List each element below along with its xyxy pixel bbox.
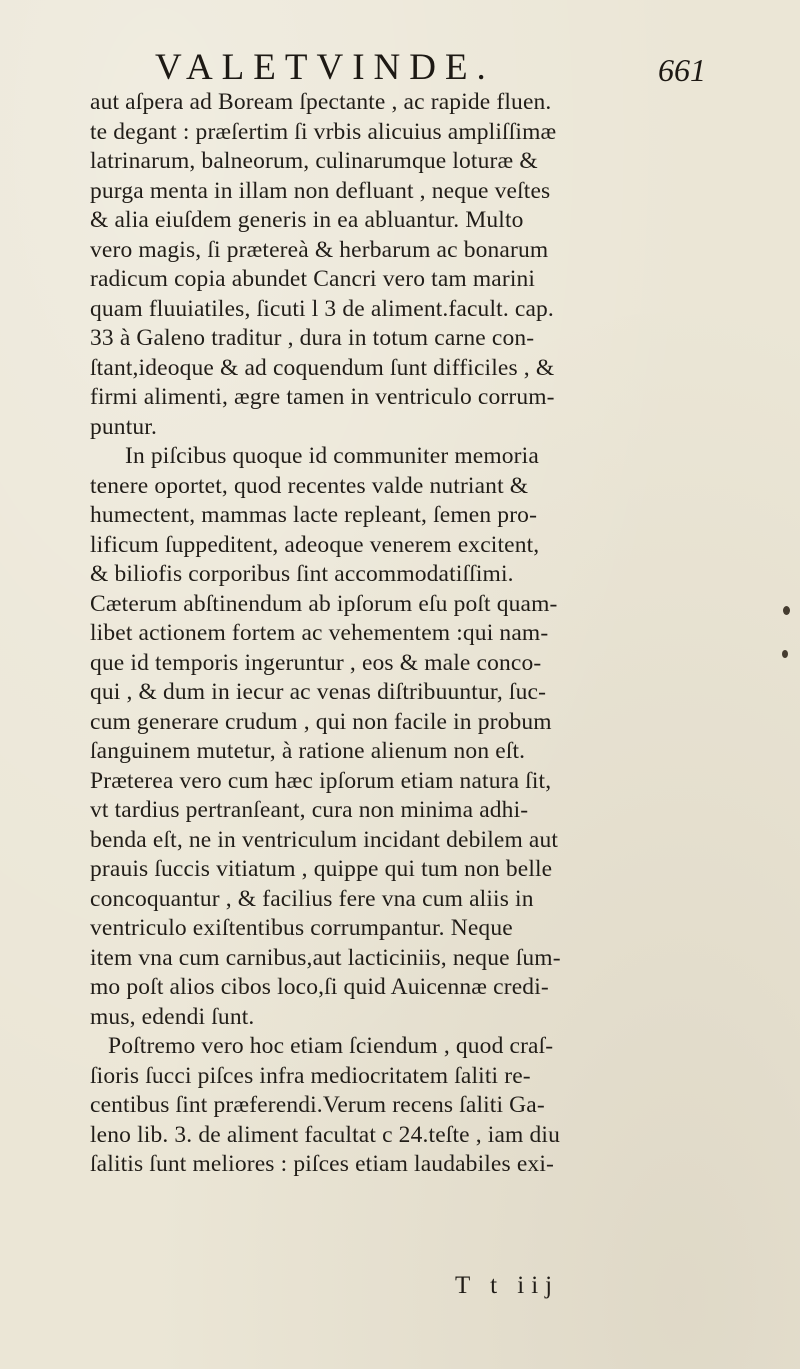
text-line: 33 à Galeno traditur , dura in totum carne con- [90, 325, 535, 351]
text-line: mus, edendi ſunt. [90, 1003, 255, 1030]
text-line: concoquantur , & facilius fere vna cum aliis in [90, 885, 534, 912]
text-line: te degant : præſertim ſi vrbis alicuius ampliſſimæ [90, 118, 557, 145]
text-line: quam fluuiatiles, ſicuti l 3 de aliment.facult. cap. [90, 295, 554, 322]
page-number: 661 [658, 52, 706, 88]
body-text [90, 88, 770, 1180]
paragraph-start-line: Poſtremo vero hoc etiam ſciendum , quod craſ- [108, 1033, 554, 1059]
text-line: puntur. [90, 413, 157, 440]
text-line: tenere oportet, quod recentes valde nutriant & [90, 472, 529, 499]
text-line: libet actionem fortem ac vehementem :qui nam- [90, 620, 549, 646]
text-line: Cæterum abſtinendum ab ipſorum eſu poſt quam- [90, 590, 558, 617]
text-line: ſtant,ideoque & ad coquendum ſunt difficiles , & [90, 354, 555, 381]
text-line: leno lib. 3. de aliment facultat c 24.teſte , iam diu [90, 1121, 560, 1148]
text-line: humectent, mammas lacte repleant, ſemen pro- [90, 502, 538, 528]
ink-spot [783, 606, 790, 615]
text-line: cum generare crudum , qui non facile in probum [90, 708, 552, 735]
text-line: vt tardius pertranſeant, cura non minima adhi- [90, 797, 529, 823]
text-line: que id temporis ingeruntur , eos & male conco- [90, 649, 542, 676]
text-line: ſioris ſucci piſces infra mediocritatem ſaliti re- [90, 1062, 531, 1089]
text-line: ventriculo exiſtentibus corrumpantur. Neque [90, 915, 513, 941]
text-line: aut aſpera ad Boream ſpectante , ac rapide fluen. [90, 89, 552, 115]
text-line: & biliofis corporibus ſint accommodatiſſimi. [90, 561, 514, 587]
ink-spot [782, 650, 788, 658]
text-line: prauis ſuccis vitiatum , quippe qui tum non belle [90, 856, 553, 882]
text-line: lificum ſuppeditent, adeoque venerem excitent, [90, 531, 540, 558]
text-line: purga menta in illam non defluant , neque veſtes [90, 177, 551, 204]
text-line: latrinarum, balneorum, culinarumque loturæ & [90, 148, 538, 174]
paragraph-start-line: In piſcibus quoque id communiter memoria [125, 443, 539, 469]
text-line: radicum copia abundet Cancri vero tam marini [90, 266, 536, 292]
text-line: benda eſt, ne in ventriculum incidant debilem aut [90, 826, 559, 853]
text-line: qui , & dum in iecur ac venas diſtribuuntur, ſuc- [90, 679, 547, 705]
signature-mark: T t iij [455, 1272, 560, 1299]
text-line: & alia eiuſdem generis in ea abluantur. Multo [90, 207, 524, 233]
running-title: VALETVINDE. [155, 47, 495, 88]
text-line: Præterea vero cum hæc ipſorum etiam natura ſit, [90, 767, 552, 794]
text-line: vero magis, ſi prætereà & herbarum ac bonarum [90, 236, 549, 263]
running-head [155, 44, 755, 94]
text-line: ſalitis ſunt meliores : piſces etiam laudabiles exi- [90, 1151, 554, 1177]
text-line: firmi alimenti, ægre tamen in ventriculo corrum- [90, 384, 555, 410]
text-line: mo poſt alios cibos loco,ſi quid Auicennæ credi- [90, 974, 549, 1000]
text-line: item vna cum carnibus,aut lacticiniis, neque ſum- [90, 944, 561, 971]
text-line: centibus ſint præferendi.Verum recens ſaliti Ga- [90, 1092, 545, 1118]
text-line: ſanguinem mutetur, à ratione alienum non eſt. [90, 738, 526, 764]
